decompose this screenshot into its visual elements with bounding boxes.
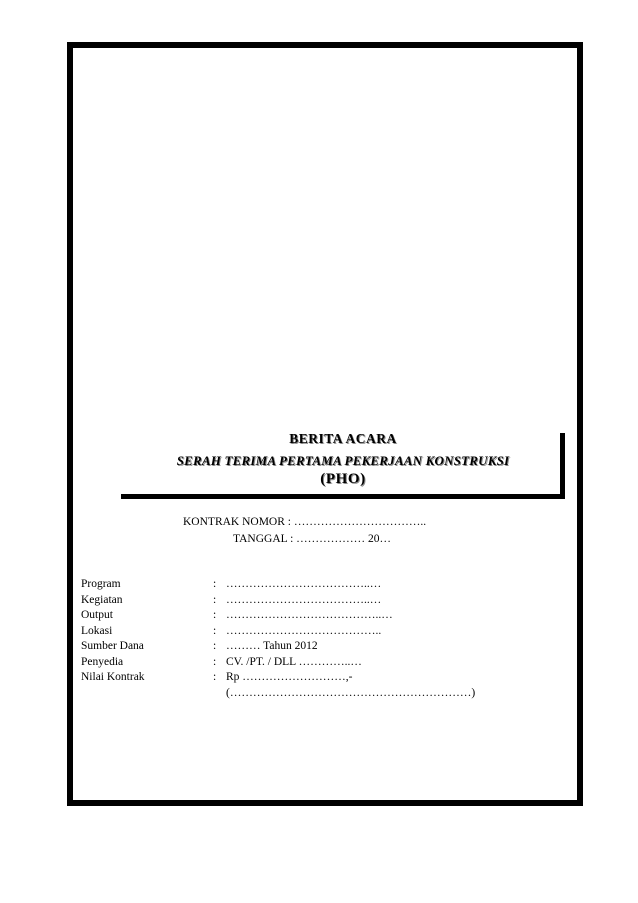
info-colon: :: [213, 655, 217, 668]
info-row-penyedia: [81, 656, 561, 672]
page-border: [67, 42, 583, 806]
project-info-table: [81, 578, 561, 703]
info-value: …………………………………..…: [226, 609, 393, 621]
info-row-kegiatan: [81, 594, 561, 610]
info-value: CV. /PT. / DLL …………..…: [226, 655, 362, 668]
info-value: ………………………………..…: [226, 578, 382, 590]
info-value: …………………………………..: [226, 624, 382, 637]
info-row-output: [81, 609, 561, 625]
contract-number: KONTRAK NOMOR : ……………………………..: [183, 516, 427, 528]
info-value: ……… Tahun 2012: [226, 640, 318, 652]
info-colon: :: [213, 578, 217, 590]
document-title: [123, 431, 563, 491]
title-shadow-bar-bottom: [121, 494, 565, 499]
info-row-program: [81, 578, 561, 594]
info-colon: :: [213, 593, 217, 606]
info-label: Kegiatan: [81, 593, 123, 606]
info-label: Nilai Kontrak: [81, 671, 145, 683]
info-label: Lokasi: [81, 624, 113, 637]
info-row-nilai-kontrak: [81, 671, 561, 687]
info-colon: :: [213, 640, 217, 652]
info-label: Penyedia: [81, 655, 124, 668]
info-row-lokasi: [81, 625, 561, 641]
title-berita-acara: BERITA ACARA: [289, 431, 397, 446]
info-label: Output: [81, 609, 113, 621]
title-serah-terima: SERAH TERIMA PERTAMA PEKERJAAN KONSTRUKSI: [176, 453, 510, 468]
info-value: Rp ………………………,-: [226, 671, 353, 683]
title-shadow-bar-right: [560, 433, 565, 499]
amount-in-words: (………………………………………………………): [226, 686, 476, 699]
info-row-sumber-dana: [81, 640, 561, 656]
info-colon: :: [213, 624, 217, 637]
contract-date: TANGGAL : ……………… 20…: [233, 533, 392, 545]
info-colon: :: [213, 671, 217, 683]
title-pho: (PHO): [320, 471, 366, 487]
info-label: Program: [81, 578, 121, 590]
info-label: Sumber Dana: [81, 640, 144, 652]
info-colon: :: [213, 609, 217, 621]
info-value: ………………………………..…: [226, 593, 382, 606]
